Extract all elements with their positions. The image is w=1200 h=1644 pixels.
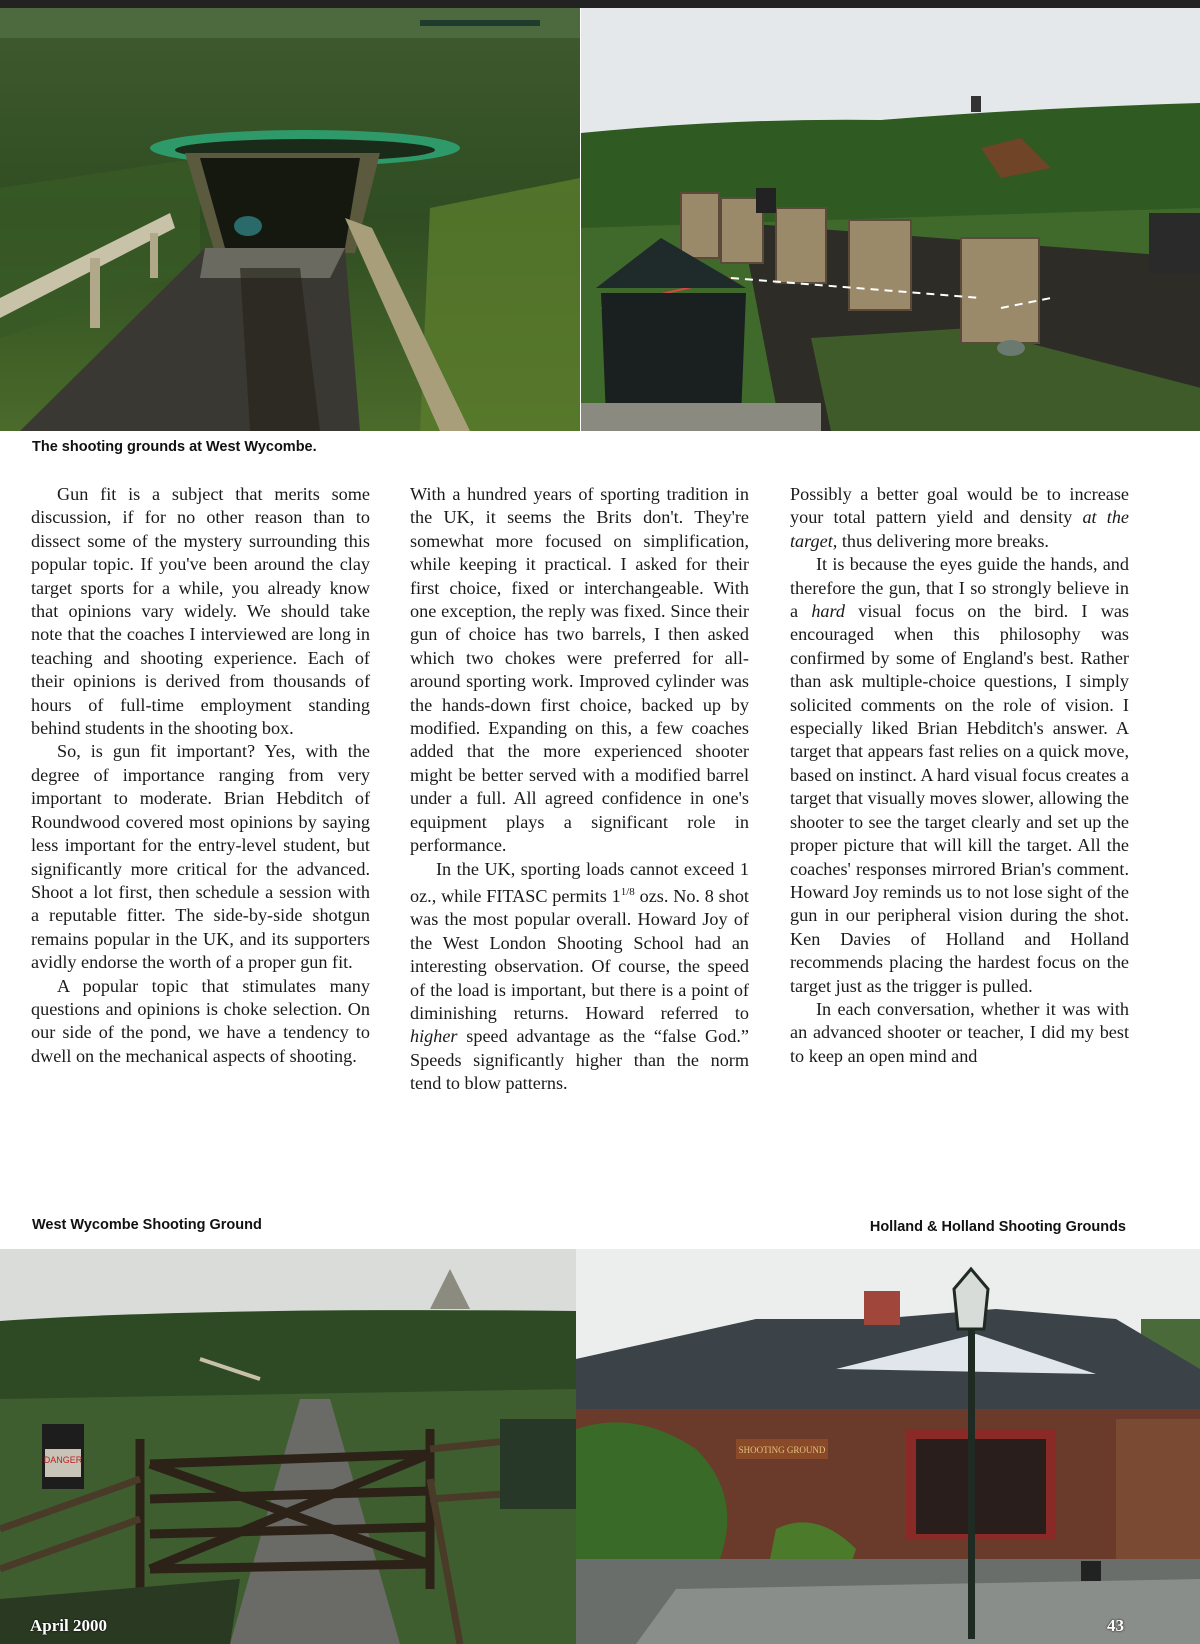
paragraph: A popular topic that stimulates many questions and opinions is choke selection. On our side of the pond, we have a tendency to dwell on the mechanical aspects of shooting. xyxy=(31,975,370,1066)
paragraph xyxy=(790,483,1129,553)
photo-shooting-path xyxy=(0,8,580,431)
photo-holland-clubhouse xyxy=(576,1249,1200,1644)
paragraph: In each conversation, whether it was with an advanced shooter or teacher, I did my best to keep an open mind and xyxy=(790,998,1129,1066)
article-column-3 xyxy=(790,483,1129,1068)
emphasis: higher xyxy=(410,1026,458,1047)
text-run: thus delivering more breaks. xyxy=(837,530,1049,551)
text-run: visual focus on the bird. I was encouraged when this philosophy was confirmed by some of England's best. Rather than ask multiple-choice questions, I simply solicited comments on the role of vision. I especially liked Brian Hebditch's answer. A target that appears fast relies on a quick move, based on instinct. A hard visual focus creates a target that visually moves slower, allowing the shooter to see the target clearly and set up the proper picture that will kill the target. All the coaches' responses mirrored Brian's comment. Howard Joy reminds us to not lose sight of the gun in our peripheral vision during the shot. Ken Davies of Holland and Holland recommends placing the hardest focus on the target just as the trigger is pulled. xyxy=(790,601,1130,996)
sign-text: SHOOTING GROUND xyxy=(738,1445,826,1455)
sign-text: DANGER xyxy=(43,1455,83,1465)
issue-date: April 2000 xyxy=(30,1616,107,1635)
caption-holland-holland: Holland & Holland Shooting Grounds xyxy=(869,1219,1126,1235)
emphasis: hard xyxy=(811,601,845,622)
text-run: In the UK, sporting loads cannot exceed 1 oz., while FITASC permits 1 xyxy=(410,858,749,906)
fraction-text: 1/8 xyxy=(620,885,635,898)
text-run: ozs. No. 8 shot was the most popular overall. Howard Joy of the West London Shooting School had an interesting observation. Of course, the speed of the load is important, but there is a point of diminishing returns. Howard referred to xyxy=(410,885,749,1023)
emphasis: at the target, xyxy=(790,507,1129,551)
article-column-1 xyxy=(31,483,370,1068)
paragraph: Gun fit is a subject that merits some discussion, if for no other reason than to dissect some of the mystery surrounding this popular topic. If you've been around the clay target sports for a while, you already know that opinions vary widely. We should take note that the coaches I interviewed are long in teaching and shooting experience. Each of their opinions is derived from thousands of hours of full-time employment standing behind students in the shooting box. xyxy=(31,484,370,739)
paragraph: With a hundred years of sporting tradition in the UK, it seems the Brits don't. They're somewhat more focused on simplification, while keeping it practical. I asked for their first choice, fixed or interchangeable. With one exception, the reply was fixed. Since their gun of choice has two barrels, I then asked which two chokes were preferred for all-around sporting work. Improved cylinder was the hands-down first choice, backed up by modified. Expanding on this, a few coaches added that the more experienced shooter might be better served with a modified barrel under a full. All agreed confidence in one's equipment plays a significant role in performance. xyxy=(410,484,749,856)
paragraph: So, is gun fit important? Yes, with the degree of importance ranging from very important to moderate. Brian Hebditch of Roundwood covered most opinions by saying less important for the entry-level student, but significantly more critical for the advanced. Shoot a lot first, then schedule a session with a reputable fitter. The side-by-side shotgun remains popular in the UK, and its supporters avidly endorse the worth of a proper gun fit. xyxy=(31,741,370,973)
article-column-2 xyxy=(410,483,749,1096)
paragraph xyxy=(790,553,1129,998)
text-run: Possibly a better goal would be to increase your total pattern yield and density xyxy=(790,484,1129,528)
text-run: speed advantage as the “false God.” Speeds significantly higher than the norm tend to blow patterns. xyxy=(410,1026,749,1094)
caption-top-photos: The shooting grounds at West Wycombe. xyxy=(32,439,317,455)
page-number: 43 xyxy=(1107,1616,1124,1635)
text-run: It is because the eyes guide the hands, and therefore the gun, that I so strongly believe in a xyxy=(790,554,1129,622)
fraction xyxy=(621,886,635,898)
caption-west-wycombe: West Wycombe Shooting Ground xyxy=(32,1217,262,1233)
photo-shooting-stands xyxy=(581,8,1200,431)
paragraph xyxy=(410,858,749,1096)
photo-west-wycombe-gate xyxy=(0,1249,576,1644)
top-border xyxy=(0,0,1200,8)
